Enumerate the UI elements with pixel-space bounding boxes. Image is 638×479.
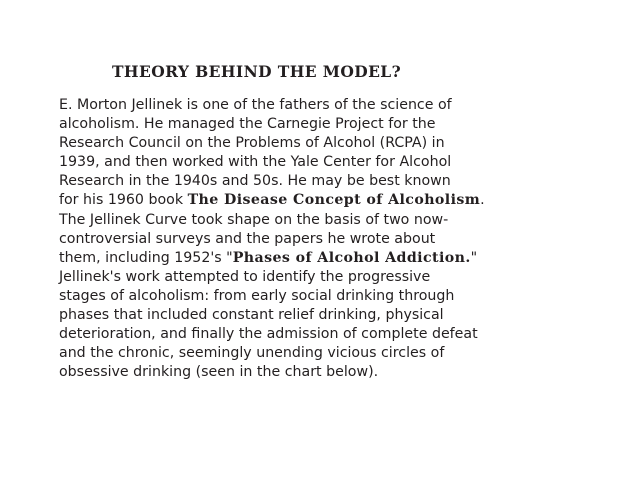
paper-title: Phases of Alcohol Addiction. bbox=[232, 249, 471, 266]
text-line: 1939, and then worked with the Yale Center for Alcohol bbox=[59, 154, 452, 171]
text-line: and the chronic, seemingly unending vicious circles of bbox=[59, 345, 445, 362]
text-line: Jellinek's work attempted to identify the progressive bbox=[59, 268, 431, 285]
book-title: The Disease Concept of Alcoholism bbox=[187, 192, 481, 209]
text-line: deterioration, and finally the admission of complete defeat bbox=[59, 326, 478, 343]
text-line: The Jellinek Curve took shape on the basis of two now- bbox=[59, 211, 449, 228]
text-line: Research in the 1940s and 50s. He may be best known bbox=[59, 173, 451, 190]
text-line bbox=[59, 191, 485, 210]
slide-heading: THEORY BEHIND THE MODEL? bbox=[112, 62, 402, 81]
text-line: Research Council on the Problems of Alcohol (RCPA) in bbox=[59, 135, 445, 152]
body-paragraph bbox=[59, 96, 485, 382]
text-line: stages of alcoholism: from early social drinking through bbox=[59, 287, 455, 304]
text-run: them, including 1952's " bbox=[59, 249, 233, 266]
text-run: for his 1960 book bbox=[59, 192, 188, 209]
text-run: " bbox=[470, 249, 478, 266]
text-line: alcoholism. He managed the Carnegie Project for the bbox=[59, 116, 436, 133]
text-line: obsessive drinking (seen in the chart below). bbox=[59, 364, 379, 381]
text-line: phases that included constant relief drinking, physical bbox=[59, 307, 444, 324]
text-run: . bbox=[480, 192, 485, 209]
text-line: E. Morton Jellinek is one of the fathers of the science of bbox=[59, 97, 452, 113]
text-line: controversial surveys and the papers he wrote about bbox=[59, 230, 436, 247]
text-line bbox=[59, 249, 479, 268]
